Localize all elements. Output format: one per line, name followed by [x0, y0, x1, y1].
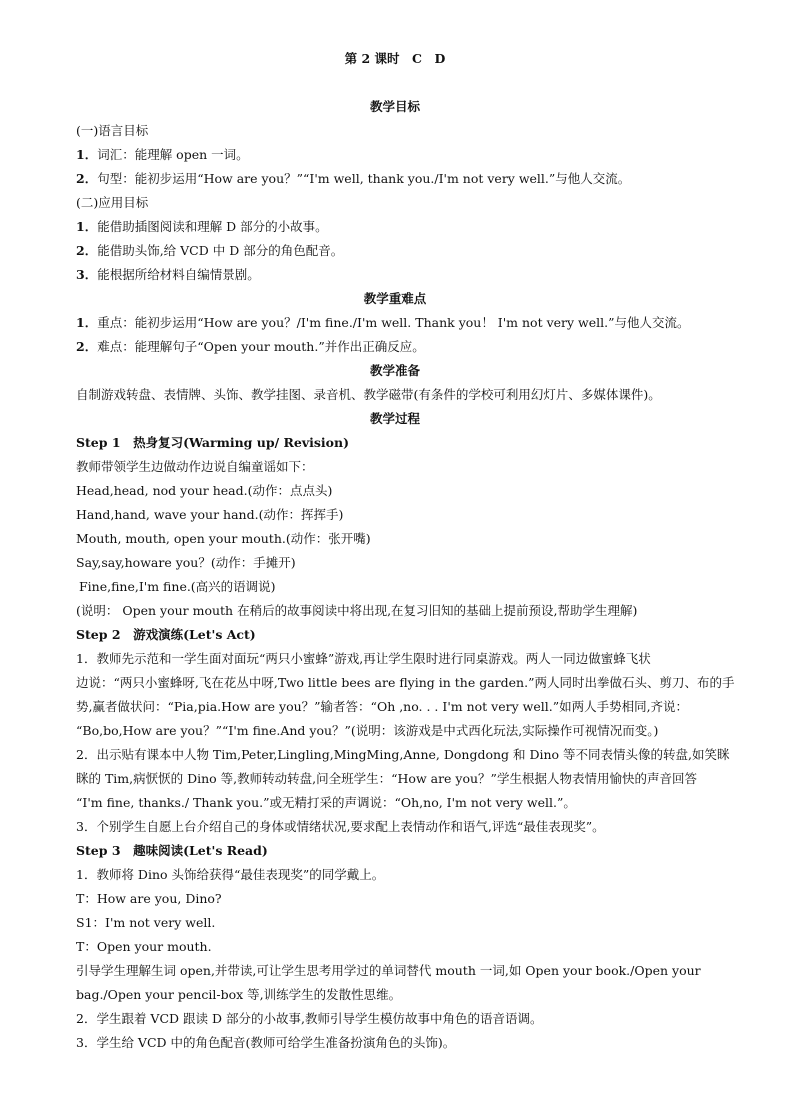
language-goals-label: (一)语言目标: [76, 123, 149, 138]
preparation-text: 自制游戏转盘、表情牌、头饰、教学挂图、录音机、教学磁带(有条件的学校可利用幻灯片、多媒体课件)。: [76, 387, 661, 402]
chant-line-5: Fine,fine,I'm fine.(高兴的语调说): [79, 579, 276, 594]
item-number: 2．: [76, 171, 98, 186]
item-text: 句型：能初步运用“How are you？”“I'm well, thank you./I'm not very well.”与他人交流。: [97, 171, 631, 186]
chant-line-4: Say,say,howare you？(动作：手摊开): [76, 555, 296, 570]
step-2-para-1-line-1: 1．教师先示范和一学生面对面玩“两只小蜜蜂”游戏,再让学生限时进行同桌游戏。两人一同边做蜜蜂飞状: [76, 651, 651, 666]
step-2-para-2-line-2: 眯的 Tim,病恹恹的 Dino 等,教师转动转盘,问全班学生：“How are you？”学生根据人物表情用愉快的声音回答: [76, 771, 697, 786]
step-2-para-1-line-3: 势,赢者做状问：“Pia,pia.How are you？”输者答：“Oh ,no. . . I'm not very well.”如两人手势相同,齐说：: [76, 699, 689, 714]
item-text: 重点：能初步运用“How are you？/I'm fine./I'm well. Thank you！ I'm not very well.”与他人交流。: [97, 315, 690, 330]
item-text: 能根据所给材料自编情景剧。: [97, 267, 260, 282]
step-title: 趣味阅读(Let's Read): [133, 843, 268, 858]
step-title: 热身复习(Warming up/ Revision): [133, 435, 349, 450]
language-goal-2: [76, 171, 630, 187]
application-goal-3: [76, 267, 260, 283]
step-2-heading: [76, 627, 256, 643]
step-1-note: (说明： Open your mouth 在稍后的故事阅读中将出现,在复习旧知的基础上提前预设,帮助学生理解): [76, 603, 638, 618]
dialogue-line-1: T：How are you, Dino?: [76, 891, 222, 906]
item-text: 词汇：能理解 open 一词。: [97, 147, 249, 162]
item-text: 难点：能理解句子“Open your mouth.”并作出正确反应。: [97, 339, 425, 354]
step-2-para-1-line-4: “Bo,bo,How are you？”“I'm fine.And you？”(说明：该游戏是中式西化玩法,实际操作可视情况而变。): [76, 723, 659, 738]
step-1-heading: [76, 435, 349, 451]
application-goal-1: [76, 219, 328, 235]
page-title: 第 2 课时 C D: [344, 51, 446, 66]
application-goal-2: [76, 243, 343, 259]
step-3-para-line-1: 引导学生理解生词 open,并带读,可让学生思考用学过的单词替代 mouth 一词,如 Open your book./Open your: [76, 963, 701, 978]
key-point-2: [76, 339, 425, 355]
step-3-item-1: 1．教师将 Dino 头饰给获得“最佳表现奖”的同学戴上。: [76, 867, 385, 882]
preparation-heading: 教学准备: [369, 363, 420, 378]
key-points-heading: 教学重难点: [363, 291, 427, 306]
step-label: Step 3: [76, 843, 121, 858]
application-goals-label: (二)应用目标: [76, 195, 149, 210]
step-2-para-1-line-2: 边说：“两只小蜜蜂呀,飞在花丛中呀,Two little bees are flying in the garden.”两人同时出拳做石头、剪刀、布的手: [76, 675, 735, 690]
step-2-para-2-line-1: 2．出示贴有课本中人物 Tim,Peter,Lingling,MingMing,Anne, Dongdong 和 Dino 等不同表情头像的转盘,如笑眯: [76, 747, 730, 762]
language-goal-1: [76, 147, 249, 163]
step-3-item-3: 3．学生给 VCD 中的角色配音(教师可给学生准备扮演角色的头饰)。: [76, 1035, 456, 1050]
dialogue-line-3: T：Open your mouth.: [76, 939, 212, 954]
item-number: 3．: [76, 267, 98, 282]
step-3-heading: [76, 843, 268, 859]
item-number: 2．: [76, 339, 98, 354]
dialogue-line-2: S1：I'm not very well.: [76, 915, 216, 930]
chant-line-3: Mouth, mouth, open your mouth.(动作：张开嘴): [76, 531, 371, 546]
step-3-para-line-2: bag./Open your pencil-box 等,训练学生的发散性思维。: [76, 987, 402, 1002]
item-number: 2．: [76, 243, 98, 258]
step-3-item-2: 2．学生跟着 VCD 跟读 D 部分的小故事,教师引导学生模仿故事中角色的语音语调。: [76, 1011, 543, 1026]
chant-line-2: Hand,hand, wave your hand.(动作：挥挥手): [76, 507, 344, 522]
item-number: 1．: [76, 315, 98, 330]
item-number: 1．: [76, 219, 98, 234]
item-number: 1．: [76, 147, 98, 162]
key-point-1: [76, 315, 690, 331]
step-2-para-3: 3．个别学生自愿上台介绍自己的身体或情绪状况,要求配上表情动作和语气,评选“最佳表现奖”。: [76, 819, 605, 834]
item-text: 能借助插图阅读和理解 D 部分的小故事。: [97, 219, 328, 234]
step-label: Step 2: [76, 627, 121, 642]
step-1-intro: 教师带领学生边做动作边说自编童谣如下：: [76, 459, 314, 474]
step-label: Step 1: [76, 435, 121, 450]
goals-heading: 教学目标: [369, 99, 420, 114]
chant-line-1: Head,head, nod your head.(动作：点点头): [76, 483, 333, 498]
step-2-para-2-line-3: “I'm fine, thanks./ Thank you.”或无精打采的声调说：“Oh,no, I'm not very well.”。: [76, 795, 576, 810]
item-text: 能借助头饰,给 VCD 中 D 部分的角色配音。: [97, 243, 344, 258]
step-title: 游戏演练(Let's Act): [133, 627, 256, 642]
process-heading: 教学过程: [369, 411, 420, 426]
